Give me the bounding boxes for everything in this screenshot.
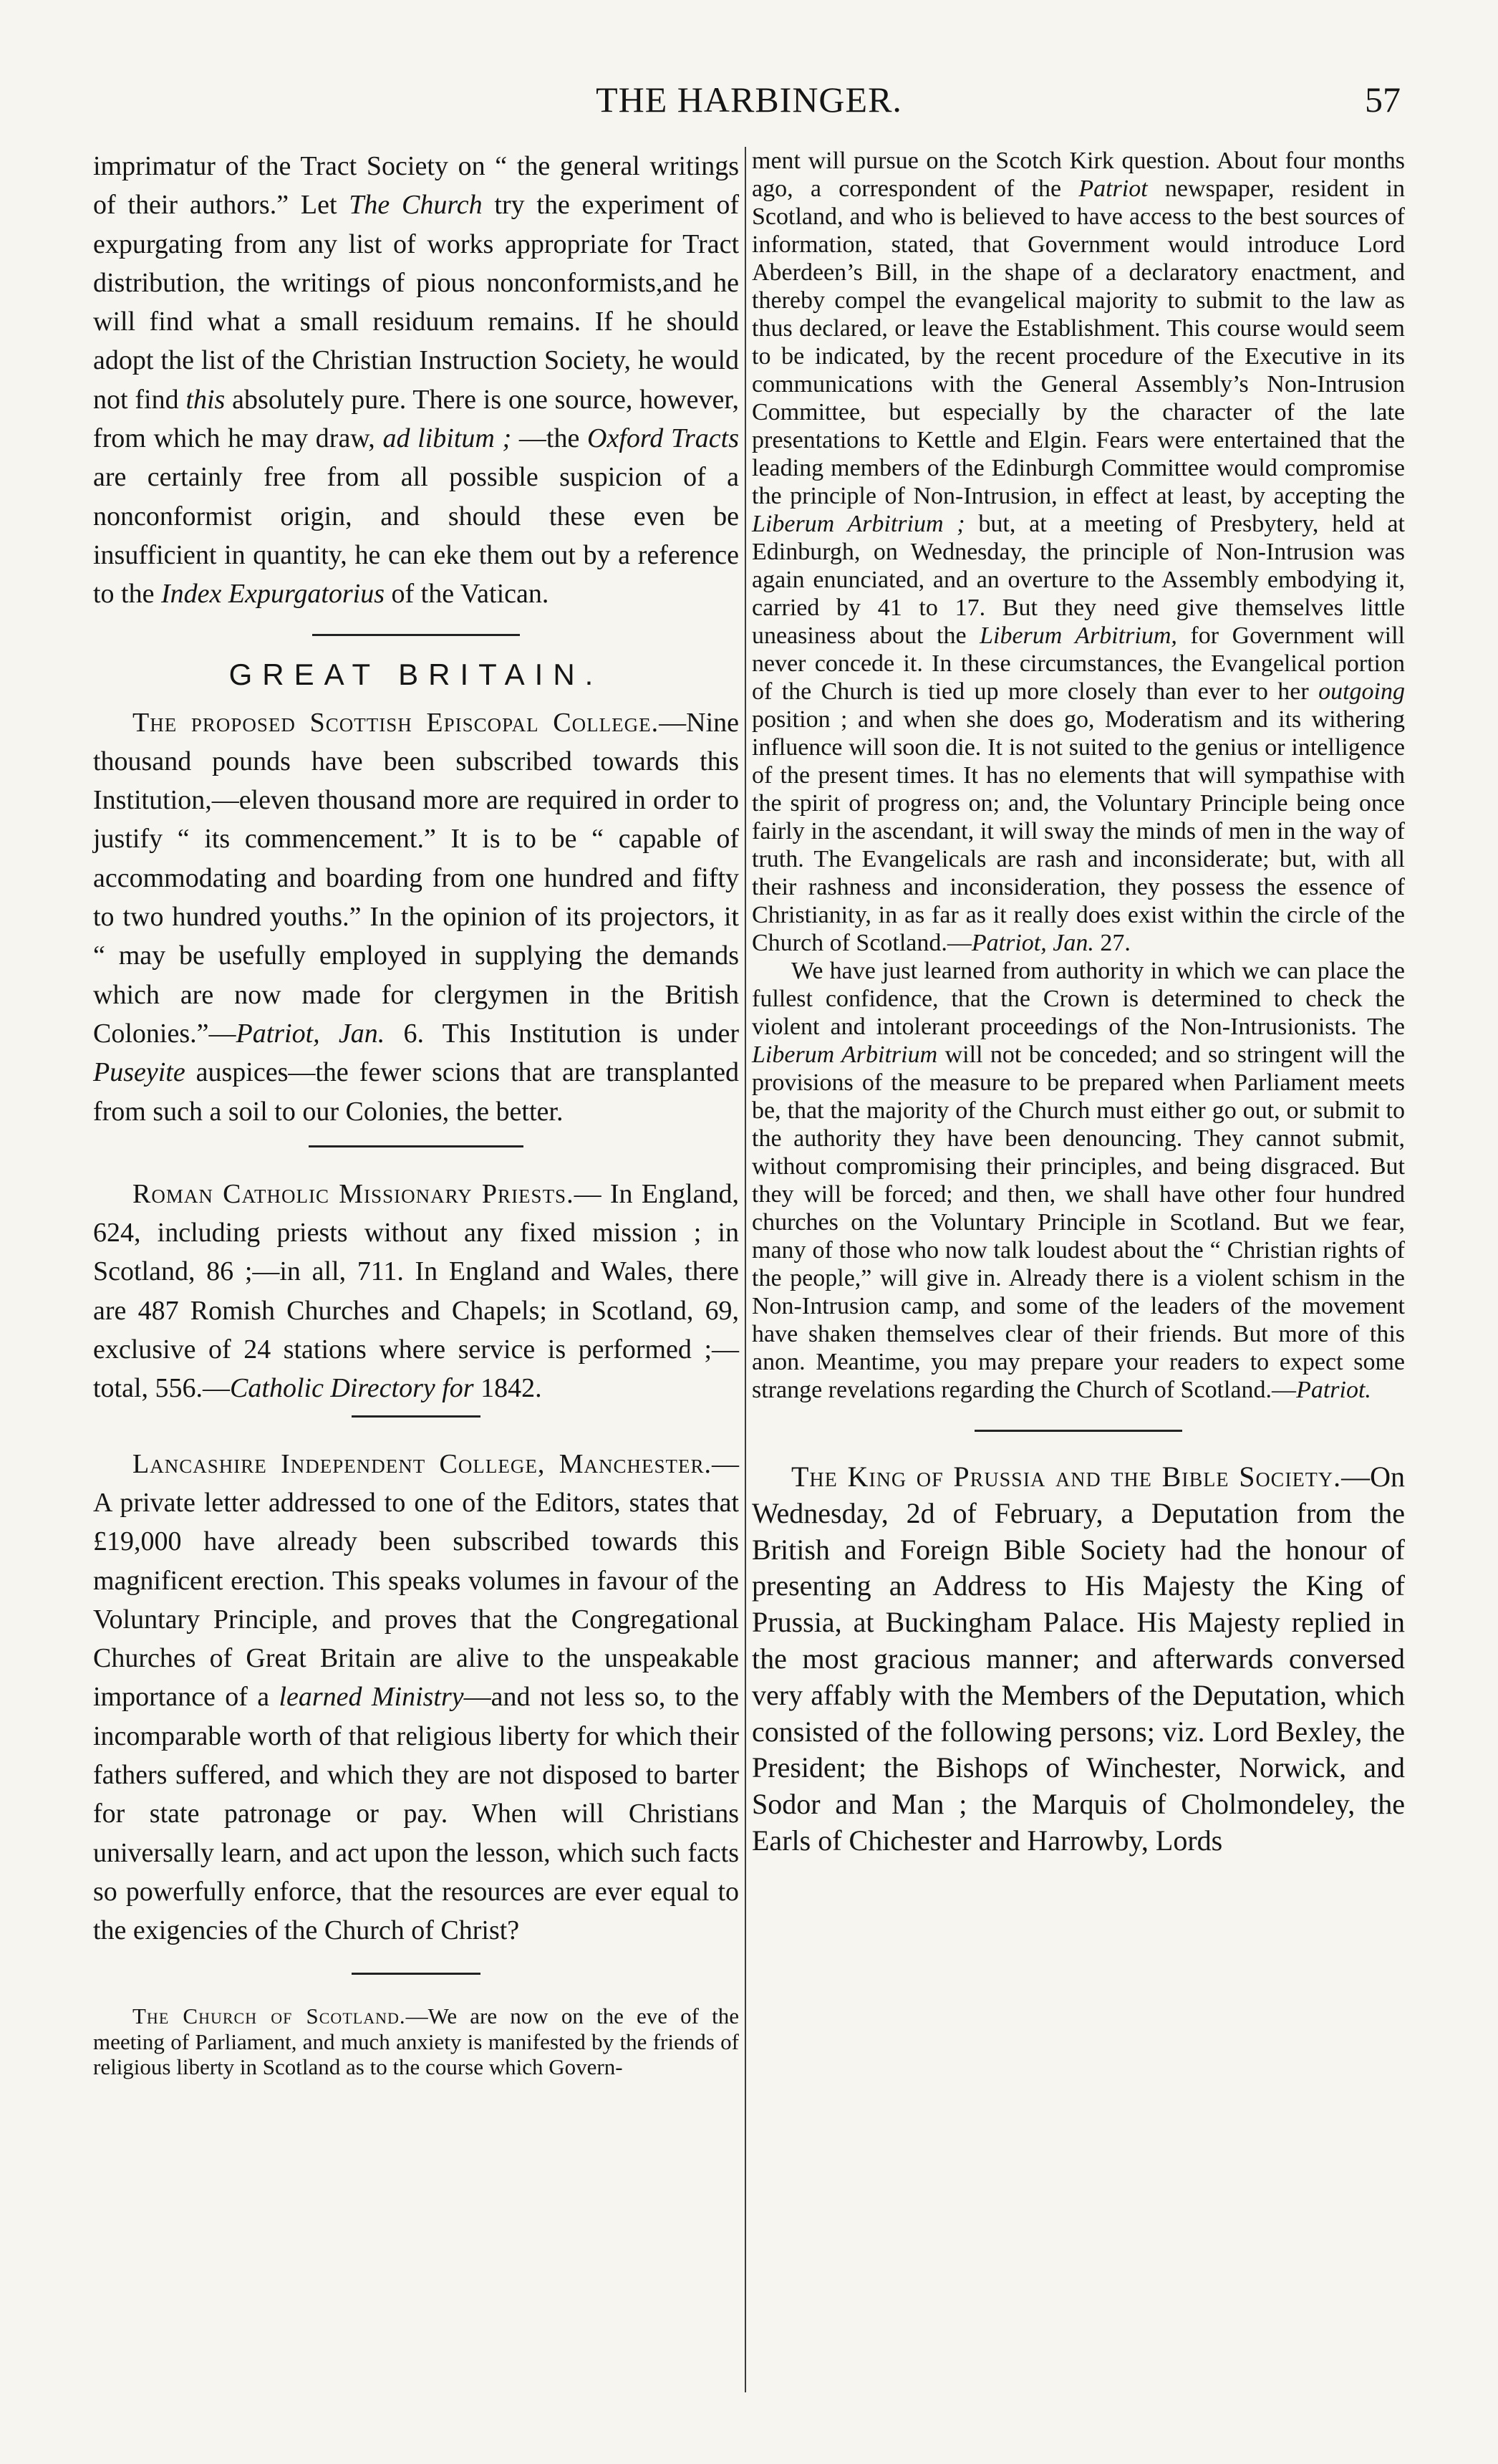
article-heading: The King of Prussia and the Bible Society. [791, 1460, 1342, 1493]
running-title: THE HARBINGER. [596, 80, 902, 120]
text-run: —A private letter addressed to one of the Editors, states that £19,000 have already been subscribed towards this magnificent erection. This speaks volumes in favour of the Voluntary Principle, and proves that the Congregational Churches of Great Britain are alive to the unspeakable importance of a [93, 1448, 739, 1713]
text-run: 27. [1093, 930, 1131, 956]
text-run: ment will pursue on the Scotch Kirk question. About four months ago, a correspondent of the [752, 148, 1405, 202]
text-run: Patriot [1078, 175, 1148, 202]
separator-rule [352, 1415, 480, 1418]
text-run: Patriot, Jan. [236, 1018, 385, 1049]
text-run: Patriot, Jan. [971, 930, 1094, 956]
text-run: The Church [349, 190, 483, 221]
text-run: Liberum Arbitrium, [980, 622, 1177, 649]
text-run: newspaper, resident in Scotland, and who is believed to have access to the best sources of information, stated, that Government would introduce Lord Aberdeen’s Bill, in the shape of a declaratory enactment, and thereby compel the evangelical majority to submit to the law as thus declared, or leave the Establishment. This course would seem to be indicated, by the recent procedure of the Executive in its communications with the General Assembly’s Non-Intrusion Committee, but especially by the character of the late presentations to Kettle and Elgin. Fears were entertained that the leading members of the Edinburgh Committee would compromise the principle of Non-Intrusion, in effect at least, by accepting the [752, 175, 1406, 509]
text-run: of the Vatican. [385, 579, 549, 610]
lancashire-college-article [93, 1445, 739, 1950]
separator-rule [352, 1973, 480, 1975]
text-run: outgoing [1318, 678, 1405, 705]
separator-rule [975, 1430, 1182, 1432]
text-run: ad libitum ; [382, 423, 512, 454]
text-run: We have just learned from authority in which we can place the fullest confidence, that the Crown is determined to check the violent and intolerant proceedings of the Non-Intrusionists. The [752, 958, 1405, 1040]
text-run: 1842. [473, 1373, 542, 1404]
text-run: Liberum Arbitrium [752, 1041, 938, 1068]
article-heading: The Church of Scotland. [132, 2003, 406, 2029]
text-run: Index Expurgatorius [160, 579, 385, 610]
text-run: Catholic Directory for [230, 1373, 474, 1404]
article-heading: Roman Catholic Missionary Priests. [132, 1178, 574, 1209]
separator-rule [309, 1145, 523, 1147]
article-heading: Lancashire Independent College, Manchester. [132, 1448, 712, 1479]
text-run: imprimatur of the Tract Society on “ the general writings of their authors.” Let [93, 151, 739, 221]
running-head [86, 79, 1412, 129]
text-run: Puseyite [93, 1057, 185, 1088]
right-column [752, 147, 1405, 1859]
text-run: try the experiment of expurgating from any list of works appropriate for Tract distribution, the writings of pious nonconformists,and he will find what a small residuum remains. If he should adopt the list of the Christian Instruction Society, he would not find [93, 190, 739, 415]
text-run: are certainly free from all possible suspicion of a nonconformist origin, and should these even be insufficient in quantity, he can eke them out by a reference to the [93, 462, 739, 610]
tract-society-paragraph [93, 147, 739, 614]
text-run: —On Wednesday, 2d of February, a Deputation from the British and Foreign Bible Society had the honour of presenting an Address to His Majesty the King of Prussia, at Buckingham Palace. His Majesty replied in the most gracious manner; and afterwards conversed very affably with the Members of the Deputation, which consisted of the following persons; viz. Lord Bexley, the President; the Bishops of Winchester, Norwick, and Sodor and Man ; the Marquis of Cholmondeley, the Earls of Chichester and Harrowby, Lords [752, 1460, 1405, 1857]
text-run: position ; and when she does go, Moderatism and its withering influence will soon die. It is not suited to the genius or intelligence of the present times. It has no elements that will sympathise with the spirit of progress on; and, the Voluntary Principle being once fairly in the ascendant, it will sway the minds of men in the way of truth. The Evangelicals are rash and inconsiderate; but, with all their rashness and inconsideration, they possess the essence of Christianity, in as far as it really does exist within the circle of the Church of Scotland.— [752, 706, 1405, 956]
text-run: Patriot. [1296, 1377, 1371, 1403]
text-run: —the [511, 423, 588, 454]
text-run: but, at a meeting of Presbytery, held at Edinburgh, on Wednesday, the principle of Non-Intrusion was again enunciated, and an overture to the Assembly embodying it, carried by 41 to 17. But they need give themselves little uneasiness about the [752, 511, 1405, 649]
catholic-priests-article [93, 1175, 739, 1408]
text-run: for Government will never concede it. In these circumstances, the Evangelical portion of the Church is tied up more closely than ever to her [752, 622, 1405, 705]
article-heading: The proposed Scottish Episcopal College. [132, 707, 659, 738]
column-divider [745, 147, 746, 2392]
text-run: absolutely pure. There is one source, however, from which he may draw, [93, 384, 739, 454]
text-run: will not be conceded; and so stringent will the provisions of the measure to be prepared when Parliament meets be, that the majority of the Church must either go out, or submit to the authority they have been denouncing. They cannot submit, without compromising their principles, and being disgraced. But they will be forced; and then, we shall have other four hundred churches on the Voluntary Principle in Scotland. But we fear, many of those who now talk loudest about the “ Christian rights of the people,” will give in. Already there is a violent schism in the Non-Intrusion camp, and some of the leaders of the movement have shaken themselves clear of their friends. But more of this anon. Meantime, you may prepare your readers to expect some strange revelations regarding the Church of Scotland.— [752, 1041, 1405, 1403]
text-run: Liberum Arbitrium ; [752, 511, 965, 537]
king-of-prussia-article [752, 1459, 1405, 1859]
section-title: GREAT BRITAIN. [228, 657, 604, 691]
text-run: — In England, 624, including priests without any fixed mission ; in Scotland, 86 ;—in all, 711. In England and Wales, there are 487 Romish Churches and Chapels; in Scotland, 69, exclusive of 24 stations where service is performed ;—total, 556.— [93, 1178, 739, 1404]
episcopal-college-article [93, 703, 739, 1131]
text-run: learned Ministry [279, 1682, 464, 1713]
text-run: Oxford Tracts [587, 423, 739, 454]
text-run: auspices—the fewer scions that are transplanted from such a soil to our Colonies, the better. [93, 1057, 739, 1127]
church-of-scotland-article [93, 2003, 739, 2079]
text-run: 6. This Institution is under [385, 1018, 739, 1049]
separator-rule [312, 634, 520, 636]
text-run: —and not less so, to the incomparable worth of that religious liberty for which their fathers suffered, and which they are not disposed to barter for state patronage or pay. When will Christians universally learn, and act upon the lesson, which such facts so powerfully enforce, that the resources are ever equal to the exigencies of the Church of Christ? [93, 1682, 739, 1946]
text-run: —Nine thousand pounds have been subscribed towards this Institution,—eleven thousand more are required in order to justify “ its commencement.” It is to be “ capable of accommodating and boarding from one hundred and fifty to two hundred youths.” In the opinion of its projectors, it “ may be usefully employed in supplying the demands which are now made for clergymen in the British Colonies.”— [93, 707, 739, 1049]
crown-determined-paragraph [752, 957, 1405, 1404]
text-run: this [185, 384, 226, 415]
scotch-kirk-paragraph [752, 147, 1405, 957]
text-run: —We are now on the eve of the meeting of Parliament, and much anxiety is manifested by the friends of religious liberty in Scotland as to the course which Govern- [93, 2003, 739, 2080]
left-column [93, 147, 739, 2079]
page-number: 57 [1365, 80, 1401, 120]
